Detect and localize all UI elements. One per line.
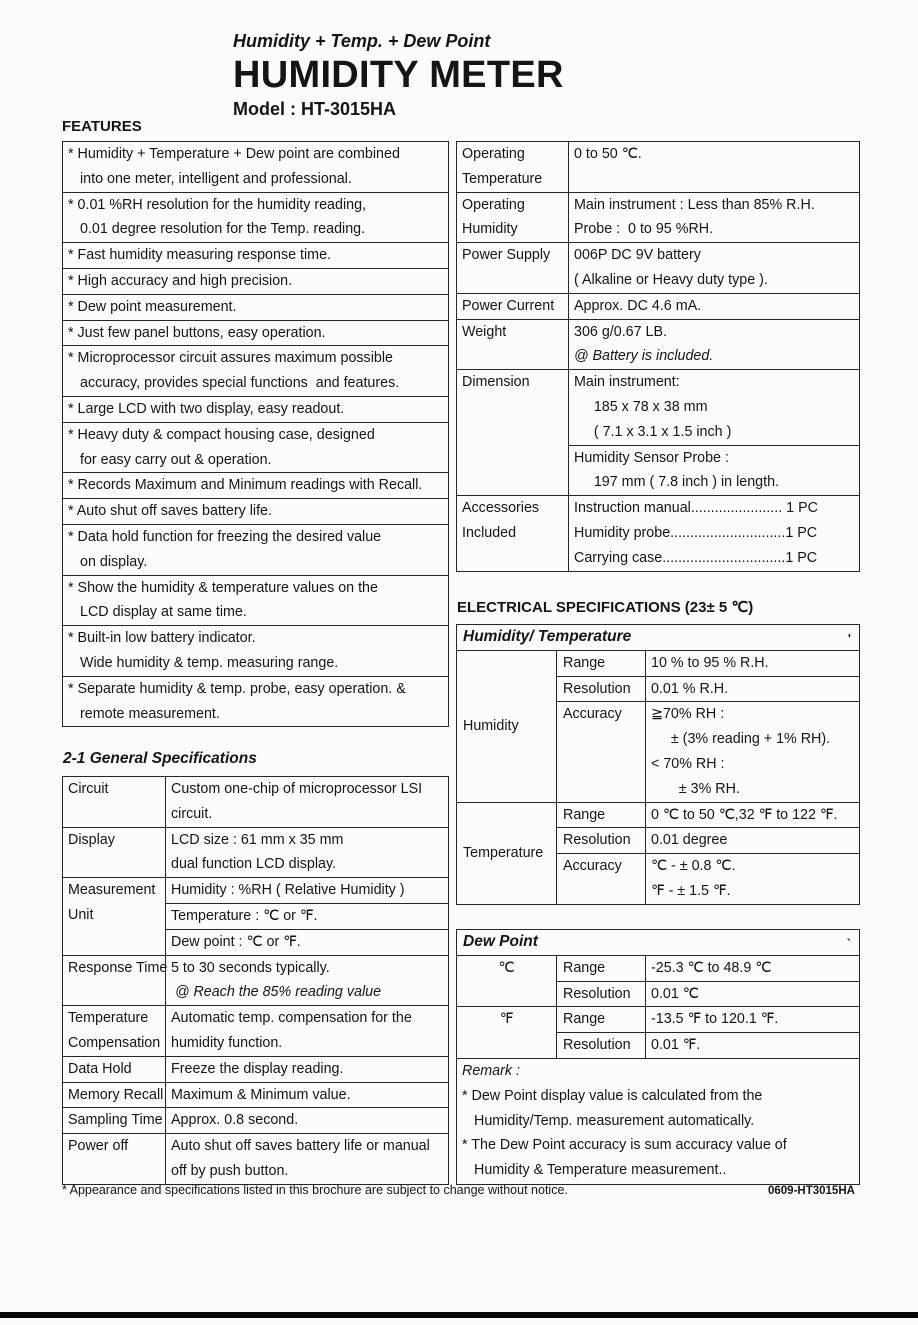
- text-line: Automatic temp. compensation for the: [171, 1010, 412, 1027]
- table-title: Humidity/ Temperature ': [457, 625, 859, 651]
- text-line: Maximum & Minimum value.: [171, 1086, 351, 1103]
- spec-value-group: [569, 294, 859, 319]
- text-line: < 70% RH :: [651, 755, 725, 772]
- spec-row: [457, 370, 859, 496]
- measure-key: Resolution: [557, 828, 646, 853]
- spec-value-group: [166, 904, 448, 930]
- spec-value-group: [569, 370, 859, 445]
- text-line: Circuit: [68, 781, 109, 797]
- humidity-temperature-table: [456, 624, 860, 905]
- table-title: Dew Point `: [457, 930, 859, 956]
- text-line: 10 % to 95 % R.H.: [651, 654, 769, 671]
- spec-label: [457, 243, 569, 293]
- measure-row: [557, 854, 859, 904]
- spec-value-group: [166, 956, 448, 1006]
- measure-key: Range: [557, 1007, 646, 1032]
- measure-key: Accuracy: [557, 702, 646, 801]
- electrical-specs-heading: ELECTRICAL SPECIFICATIONS (23± 5 ℃): [457, 599, 754, 616]
- spec-label: [63, 777, 166, 827]
- feature-row: [63, 193, 448, 244]
- spec-row: [63, 1134, 448, 1184]
- text-line: @ Battery is included.: [574, 348, 714, 365]
- text-line: Included: [462, 524, 517, 541]
- text-line: * Humidity + Temperature + Dew point are combined: [68, 146, 400, 162]
- spec-row: [63, 1057, 448, 1083]
- text-line: 185 x 78 x 38 mm: [574, 398, 708, 415]
- text-line: Temperature: [462, 170, 543, 187]
- text-line: 5 to 30 seconds typically.: [171, 959, 330, 976]
- spec-row: [63, 956, 448, 1007]
- text-line: * High accuracy and high precision.: [68, 272, 293, 289]
- text-line: Compensation: [68, 1034, 161, 1051]
- text-line: Temperature: [68, 1010, 149, 1027]
- features-heading: FEATURES: [62, 118, 142, 135]
- spec-label: [457, 496, 569, 570]
- feature-row: [63, 397, 448, 423]
- spec-label: [63, 1108, 166, 1133]
- text-line: Power Supply: [462, 247, 551, 264]
- spec-row: [63, 1083, 448, 1109]
- text-line: Humidity : %RH ( Relative Humidity ): [171, 882, 405, 899]
- text-line: * Show the humidity & temperature values on the: [68, 579, 378, 596]
- spec-value: [569, 496, 859, 570]
- spec-label: [63, 1083, 166, 1108]
- text-line: Sampling Time: [68, 1112, 163, 1129]
- measure-row: [557, 956, 859, 982]
- product-tagline: Humidity + Temp. + Dew Point: [233, 31, 491, 51]
- text-line: ( 7.1 x 3.1 x 1.5 inch ): [574, 423, 732, 440]
- spec-row: [457, 320, 859, 371]
- measure-key: Accuracy: [557, 854, 646, 904]
- measure-group: [457, 1007, 859, 1059]
- text-line: Power Current: [462, 297, 555, 314]
- spec-value-group: [166, 1006, 448, 1056]
- text-line: dual function LCD display.: [171, 856, 337, 873]
- text-line: Humidity/Temp. measurement automatically.: [474, 1112, 755, 1129]
- text-line: Humidity: [462, 221, 518, 238]
- text-line: Dew point : ℃ or ℉.: [171, 933, 301, 950]
- spec-row: [457, 193, 859, 244]
- text-line: 006P DC 9V battery: [574, 247, 701, 264]
- feature-row: [63, 525, 448, 576]
- text-line: remote measurement.: [80, 705, 220, 722]
- text-line: circuit.: [171, 805, 213, 822]
- spec-value-group: [166, 777, 448, 827]
- spec-label: [457, 193, 569, 243]
- spec-row: [63, 1108, 448, 1134]
- text-line: 0 to 50 ℃.: [574, 146, 642, 162]
- spec-label: [457, 294, 569, 319]
- text-line: Power off: [68, 1138, 129, 1155]
- spec-value-group: [166, 878, 448, 904]
- corner-mark: ': [847, 631, 851, 646]
- text-line: * Microprocessor circuit assures maximum possible: [68, 350, 393, 367]
- spec-value-group: [166, 1083, 448, 1108]
- general-specs-right-table: [456, 141, 860, 572]
- measure-group-label: ℉: [457, 1007, 557, 1058]
- spec-label: [457, 370, 569, 495]
- text-line: Unit: [68, 906, 94, 923]
- text-line: Auto shut off saves battery life or manual: [171, 1138, 430, 1155]
- text-line: for easy carry out & operation.: [80, 451, 272, 468]
- measure-key: Range: [557, 956, 646, 981]
- feature-row: [63, 576, 448, 627]
- text-line: ± (3% reading + 1% RH).: [651, 731, 831, 748]
- text-line: 0 ℃ to 50 ℃,32 ℉ to 122 ℉.: [651, 806, 838, 823]
- spec-value: [166, 1108, 448, 1133]
- text-line: Wide humidity & temp. measuring range.: [80, 654, 339, 671]
- text-line: Humidity probe.............................1 PC: [574, 524, 818, 541]
- spec-value: [166, 956, 448, 1006]
- text-line: 0.01 degree: [651, 832, 728, 849]
- text-line: Main instrument:: [574, 374, 680, 391]
- measure-value: [646, 1007, 859, 1032]
- measure-row: [557, 1033, 859, 1058]
- text-line: off by push button.: [171, 1162, 289, 1179]
- measure-value: [646, 854, 859, 904]
- spec-label: [63, 1006, 166, 1056]
- spec-row: [63, 777, 448, 828]
- footer-note: * Appearance and specifications listed in this brochure are subject to change without notice.: [62, 1183, 568, 1197]
- measure-row: [557, 702, 859, 801]
- measure-group: [457, 803, 859, 904]
- text-line: 0.01 degree resolution for the Temp. reading.: [80, 221, 366, 238]
- spec-label: [63, 956, 166, 1006]
- text-line: Temperature : ℃ or ℉.: [171, 907, 318, 924]
- text-line: Dimension: [462, 374, 530, 391]
- measure-rows: [557, 651, 859, 802]
- text-line: * Data hold function for freezing the desired value: [68, 528, 382, 545]
- spec-row: [63, 878, 448, 955]
- measure-row: [557, 803, 859, 829]
- spec-label: [63, 878, 166, 954]
- measure-rows: [557, 803, 859, 904]
- text-line: on display.: [80, 553, 148, 570]
- text-line: Display: [68, 831, 115, 848]
- text-line: Approx. DC 4.6 mA.: [574, 297, 702, 314]
- text-line: ± 3% RH.: [651, 780, 740, 797]
- bottom-scan-bar: [0, 1312, 918, 1318]
- footer-doc-code: 0609-HT3015HA: [768, 1185, 855, 1197]
- text-line: Operating: [462, 196, 525, 213]
- measure-value: [646, 803, 859, 828]
- spec-value-group: [166, 1134, 448, 1184]
- feature-row: [63, 295, 448, 321]
- measure-row: [557, 651, 859, 677]
- text-line: * Dew point measurement.: [68, 298, 237, 315]
- text-line: * Dew Point display value is calculated from the: [462, 1087, 763, 1104]
- text-line: Custom one-chip of microprocessor LSI: [171, 781, 423, 797]
- corner-mark: `: [846, 936, 851, 951]
- spec-value-group: [166, 930, 448, 955]
- text-line: 0.01 ℃: [651, 985, 699, 1002]
- text-line: * Heavy duty & compact housing case, designed: [68, 426, 375, 443]
- spec-value: [569, 193, 859, 243]
- spec-row: [457, 243, 859, 294]
- spec-value-group: [569, 496, 859, 570]
- text-line: * Large LCD with two display, easy readout.: [68, 400, 345, 417]
- text-line: Approx. 0.8 second.: [171, 1112, 299, 1129]
- text-line: * 0.01 %RH resolution for the humidity reading,: [68, 196, 367, 213]
- text-line: * Fast humidity measuring response time.: [68, 247, 332, 264]
- text-line: Probe : 0 to 95 %RH.: [574, 221, 714, 238]
- spec-value-group: [569, 446, 859, 496]
- spec-row: [457, 142, 859, 193]
- spec-value-group: [166, 828, 448, 878]
- text-line: ℉ - ± 1.5 ℉.: [651, 882, 731, 899]
- spec-row: [457, 294, 859, 320]
- text-line: * Auto shut off saves battery life.: [68, 503, 272, 520]
- feature-row: [63, 321, 448, 347]
- text-line: accuracy, provides special functions and features.: [80, 375, 400, 392]
- text-line: -25.3 ℃ to 48.9 ℃: [651, 959, 772, 976]
- product-title: HUMIDITY METER: [233, 54, 564, 96]
- feature-row: [63, 473, 448, 499]
- text-line: Response Time: [68, 959, 168, 976]
- text-line: Measurement: [68, 882, 156, 899]
- measure-row: [557, 1007, 859, 1033]
- spec-value: [569, 142, 859, 192]
- spec-value: [569, 320, 859, 370]
- measure-row: [557, 828, 859, 854]
- measure-value: [646, 702, 859, 801]
- measure-value: [646, 956, 859, 981]
- text-line: -13.5 ℉ to 120.1 ℉.: [651, 1011, 779, 1028]
- measure-key: Range: [557, 651, 646, 676]
- spec-label: [63, 1134, 166, 1184]
- measure-rows: [557, 1007, 859, 1058]
- measure-row: [557, 677, 859, 703]
- document-header: [233, 30, 564, 120]
- text-line: Instruction manual....................... 1 PC: [574, 500, 818, 517]
- feature-row: [63, 677, 448, 727]
- feature-row: [63, 499, 448, 525]
- text-line: * The Dew Point accuracy is sum accuracy value of: [462, 1137, 787, 1154]
- measure-value: [646, 828, 859, 853]
- spec-value-group: [569, 243, 859, 293]
- spec-value: [166, 828, 448, 878]
- text-line: Accessories: [462, 500, 540, 517]
- text-line: LCD size : 61 mm x 35 mm: [171, 831, 344, 848]
- text-line: 0.01 % R.H.: [651, 680, 729, 697]
- spec-value-group: [569, 193, 859, 243]
- spec-value: [166, 1134, 448, 1184]
- feature-row: [63, 626, 448, 677]
- spec-value: [166, 777, 448, 827]
- spec-value: [569, 243, 859, 293]
- text-line: * Built-in low battery indicator.: [68, 630, 256, 647]
- feature-row: [63, 269, 448, 295]
- text-line: humidity function.: [171, 1034, 283, 1051]
- measure-value: [646, 651, 859, 676]
- text-line: Freeze the display reading.: [171, 1060, 344, 1077]
- spec-row: [63, 1006, 448, 1057]
- text-line: Weight: [462, 323, 507, 340]
- spec-value: [166, 1083, 448, 1108]
- spec-value-group: [569, 142, 859, 167]
- text-line: Data Hold: [68, 1060, 132, 1077]
- spec-label: [63, 1057, 166, 1082]
- measure-row: [557, 982, 859, 1007]
- measure-group-label: Temperature: [457, 803, 557, 904]
- text-line: ℃ - ± 0.8 ℃.: [651, 858, 736, 875]
- spec-value-group: [166, 1057, 448, 1082]
- measure-key: Range: [557, 803, 646, 828]
- measure-group-label: Humidity: [457, 651, 557, 802]
- text-line: @ Reach the 85% reading value: [171, 984, 382, 1001]
- text-line: ( Alkaline or Heavy duty type ).: [574, 271, 768, 288]
- measure-group: [457, 956, 859, 1008]
- spec-value: [166, 1006, 448, 1056]
- measure-key: Resolution: [557, 982, 646, 1007]
- feature-row: [63, 142, 448, 193]
- text-line: 306 g/0.67 LB.: [574, 323, 668, 340]
- general-specs-heading: 2-1 General Specifications: [63, 750, 257, 767]
- spec-value: [569, 370, 859, 495]
- spec-value-group: [569, 320, 859, 370]
- text-line: Carrying case...............................1 PC: [574, 549, 818, 566]
- text-line: ≧70% RH :: [651, 706, 725, 723]
- spec-value: [166, 878, 448, 954]
- spec-label: [63, 828, 166, 878]
- measure-value: [646, 677, 859, 702]
- spec-label: [457, 320, 569, 370]
- product-model: Model : HT-3015HA: [233, 99, 397, 119]
- remark-block: [457, 1059, 859, 1184]
- feature-row: [63, 423, 448, 474]
- feature-row: [63, 346, 448, 397]
- text-line: 0.01 ℉.: [651, 1037, 701, 1054]
- measure-value: [646, 982, 859, 1007]
- spec-row: [63, 828, 448, 879]
- spec-label: [457, 142, 569, 192]
- measure-value: [646, 1033, 859, 1058]
- dew-point-table: [456, 929, 860, 1185]
- text-line: Memory Recall: [68, 1086, 164, 1103]
- text-line: LCD display at same time.: [80, 604, 247, 621]
- measure-key: Resolution: [557, 677, 646, 702]
- feature-row: [63, 243, 448, 269]
- text-line: * Records Maximum and Minimum readings with Recall.: [68, 477, 423, 494]
- text-line: * Just few panel buttons, easy operation.: [68, 324, 326, 341]
- general-specs-table: [62, 776, 449, 1185]
- text-line: Operating: [462, 146, 525, 162]
- features-table: [62, 141, 449, 727]
- remark-title: Remark :: [462, 1062, 520, 1079]
- measure-key: Resolution: [557, 1033, 646, 1058]
- measure-rows: [557, 956, 859, 1007]
- text-line: * Separate humidity & temp. probe, easy operation. &: [68, 680, 406, 697]
- spec-value: [166, 1057, 448, 1082]
- text-line: 197 mm ( 7.8 inch ) in length.: [574, 474, 780, 491]
- spec-row: [457, 496, 859, 570]
- spec-value-group: [166, 1108, 448, 1133]
- text-line: Humidity & Temperature measurement..: [474, 1162, 727, 1179]
- measure-group-label: ℃: [457, 956, 557, 1007]
- spec-value: [569, 294, 859, 319]
- text-line: into one meter, intelligent and professional.: [80, 170, 352, 187]
- measure-group: [457, 651, 859, 803]
- text-line: Humidity Sensor Probe :: [574, 449, 729, 466]
- text-line: Main instrument : Less than 85% R.H.: [574, 196, 815, 213]
